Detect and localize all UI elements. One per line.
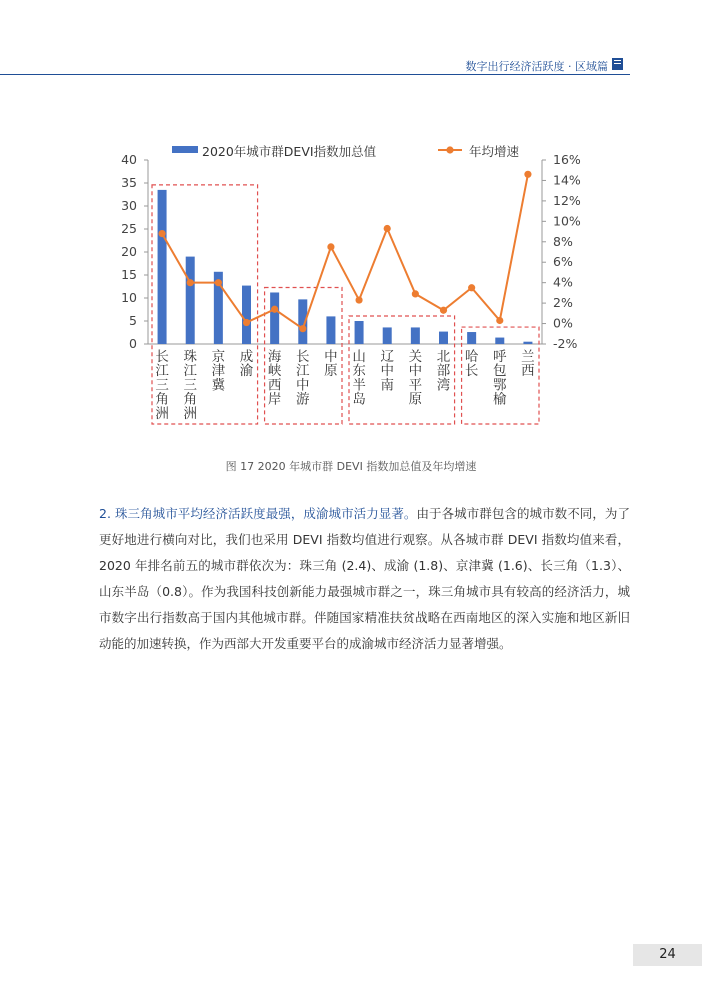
category-char: 游 (296, 391, 310, 408)
category-char: 西 (267, 377, 282, 394)
category-label (493, 349, 507, 408)
category-char: 珠 (183, 349, 197, 365)
growth-point (187, 279, 194, 286)
category-char: 三 (183, 377, 197, 394)
growth-point (384, 225, 391, 232)
growth-point (524, 171, 531, 178)
category-label (183, 348, 197, 422)
category-char: 榆 (493, 391, 507, 408)
category-char: 半 (352, 377, 366, 394)
category-char: 包 (493, 363, 507, 380)
category-char: 冀 (211, 377, 226, 394)
category-char: 关 (408, 349, 423, 365)
right-tick-label: 6% (553, 254, 573, 270)
category-char: 原 (408, 391, 423, 408)
right-tick-label: 0% (553, 315, 573, 331)
category-label (240, 348, 254, 379)
left-tick-label: 35 (121, 175, 137, 190)
category-char: 中 (380, 363, 394, 380)
category-char: 平 (408, 377, 423, 394)
category-char: 湾 (436, 377, 451, 394)
growth-point (215, 279, 222, 286)
left-tick-label: 10 (121, 290, 137, 305)
body-paragraph (99, 501, 630, 657)
category-char: 江 (155, 363, 169, 380)
page-number: 24 (633, 944, 702, 966)
category-char: 呼 (493, 349, 507, 365)
category-char: 江 (296, 363, 310, 380)
bar (158, 190, 167, 344)
category-char: 角 (155, 391, 169, 408)
bar-series (158, 190, 533, 344)
growth-point (327, 243, 334, 250)
category-char: 北 (436, 349, 451, 365)
category-label (268, 349, 282, 408)
right-tick-label: 2% (553, 295, 573, 311)
left-tick-label: 5 (129, 313, 137, 328)
left-tick-label: 0 (129, 336, 137, 351)
category-char: 岸 (267, 391, 282, 408)
bar (326, 316, 335, 344)
category-char: 长 (296, 349, 310, 365)
bar (186, 257, 195, 344)
category-char: 洲 (183, 405, 197, 422)
bar (467, 332, 476, 344)
bar (355, 321, 364, 344)
right-tick-label: 16% (553, 152, 581, 167)
category-char: 部 (436, 363, 451, 380)
category-label (324, 348, 338, 379)
legend-bar-swatch (172, 146, 198, 153)
category-label (409, 349, 423, 408)
category-char: 津 (211, 363, 226, 380)
bar (270, 292, 279, 344)
category-label (155, 349, 169, 422)
category-char: 三 (155, 377, 169, 394)
bar (523, 342, 532, 344)
category-char: 京 (211, 349, 226, 365)
category-char: 成 (239, 349, 254, 365)
category-char: 洲 (155, 405, 169, 422)
category-label (380, 349, 394, 393)
paragraph-body: 由于各城市群包含的城市数不同，为了更好地进行横向对比，我们也采用 DEVI 指数均值进行观察。从各城市群 DEVI 指数均值来看，2020 年排名前五的城市群依次为：珠三角 (2.4)、成渝 (1.8)、京津冀 (1.6)、长三角（1.3）、山东半岛（0.8）。作为我国科技创新能力最强城市群之一，珠三角城市具有较高的经济活力，城市数字出行指数高于国内其他城市群。伴随国家精准扶贫战略在西南地区的深入实施和地区新旧动能的加速转换，作为西部大开发重要平台的成渝城市经济活力显著增强。 (99, 506, 630, 651)
bar (242, 286, 251, 344)
category-char: 中 (296, 377, 310, 394)
right-tick-label: 14% (553, 172, 581, 188)
category-char: 鄂 (493, 377, 507, 394)
category-label (521, 349, 535, 379)
paragraph-lead: 2. 珠三角城市平均经济活跃度最强，成渝城市活力显著。 (99, 506, 417, 521)
chart-group-boxes (152, 185, 539, 424)
category-char: 长 (155, 349, 169, 365)
category-char: 兰 (521, 349, 535, 365)
growth-point (158, 230, 165, 237)
category-char: 海 (267, 349, 282, 365)
bar (411, 327, 420, 344)
category-char: 岛 (352, 391, 366, 408)
growth-point (440, 307, 447, 314)
chart-legend (172, 144, 520, 159)
category-char: 辽 (380, 349, 394, 365)
category-char: 江 (183, 363, 197, 380)
right-tick-label: 4% (553, 274, 573, 290)
right-tick-label: 8% (553, 233, 573, 249)
bar (439, 332, 448, 344)
legend-line-marker (446, 146, 453, 153)
category-char: 渝 (239, 363, 254, 380)
category-label (296, 349, 310, 408)
left-tick-label: 20 (121, 244, 137, 259)
bar (383, 327, 392, 344)
growth-point (468, 284, 475, 291)
growth-point (299, 325, 306, 332)
left-tick-label: 25 (121, 221, 137, 236)
bar (495, 338, 504, 344)
category-label (465, 349, 479, 379)
right-tick-label: 12% (553, 192, 581, 208)
category-labels (155, 348, 534, 422)
category-char: 角 (183, 391, 197, 408)
left-tick-label: 30 (121, 198, 137, 213)
category-char: 山 (352, 349, 366, 365)
category-char: 原 (324, 363, 338, 380)
right-tick-label: 10% (553, 213, 581, 229)
left-tick-label: 15 (121, 267, 137, 282)
growth-point (243, 319, 250, 326)
left-tick-label: 40 (121, 152, 137, 167)
category-char: 中 (324, 349, 338, 365)
category-char: 南 (380, 377, 394, 394)
growth-point (412, 290, 419, 297)
growth-point (355, 296, 362, 303)
growth-point (271, 306, 278, 313)
right-tick-label: -2% (553, 336, 578, 351)
category-char: 东 (352, 363, 366, 380)
figure-caption: 图 17 2020 年城市群 DEVI 指数加总值及年均增速 (225, 460, 477, 473)
category-label (212, 349, 226, 393)
legend-line-label: 年均增速 (469, 144, 520, 159)
category-label (352, 349, 366, 408)
category-char: 哈 (464, 349, 479, 365)
category-char: 峡 (267, 363, 282, 380)
combo-chart (0, 0, 702, 440)
category-char: 长 (464, 363, 479, 380)
running-header: 数字出行经济活跃度 · 区域篇 (465, 60, 608, 73)
legend-bar-label: 2020年城市群DEVI指数加总值 (202, 144, 377, 159)
growth-point (496, 317, 503, 324)
category-char: 西 (521, 363, 535, 380)
category-char: 中 (408, 363, 423, 380)
category-label (437, 349, 451, 393)
